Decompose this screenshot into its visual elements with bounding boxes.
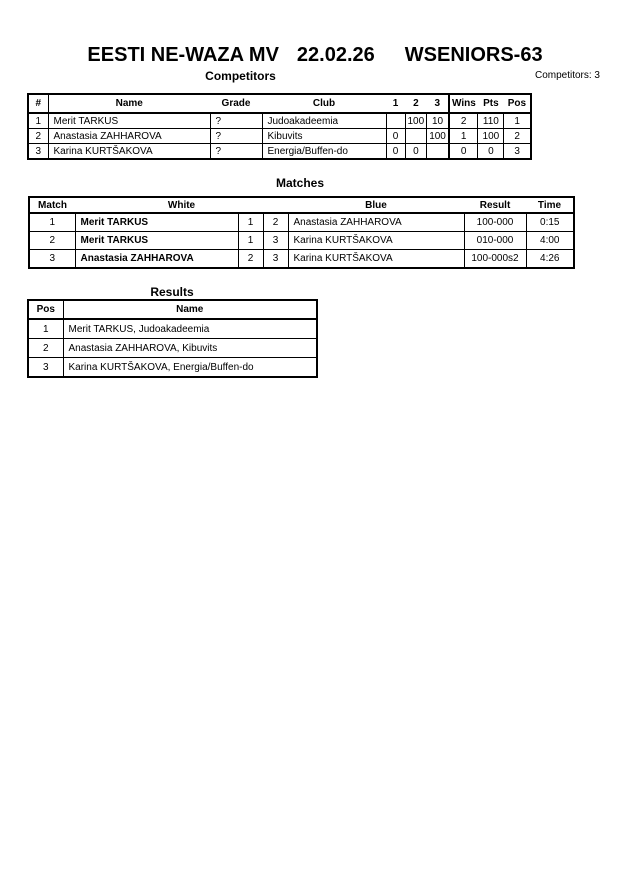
competitor-club: Energia/Buffen-do	[262, 144, 386, 160]
matches-header-row	[29, 197, 574, 213]
competitor-number: 3	[28, 144, 48, 160]
matches-table	[28, 196, 575, 269]
col-header-pts: Pts	[478, 94, 504, 113]
competitor-number: 2	[28, 129, 48, 144]
col-header-number: #	[28, 94, 48, 113]
white-name: Merit TARKUS	[75, 232, 238, 250]
col-header-blue: Blue	[288, 197, 464, 213]
score-vs-1: 0	[386, 144, 405, 160]
competitor-number: 1	[28, 113, 48, 129]
result-row	[28, 339, 317, 358]
result-pos: 1	[28, 319, 63, 339]
col-header-name: Name	[63, 300, 317, 319]
white-name: Merit TARKUS	[75, 213, 238, 232]
match-row	[29, 250, 574, 269]
col-header-pos: Pos	[504, 94, 531, 113]
match-time: 4:00	[526, 232, 574, 250]
results-header-row	[28, 300, 317, 319]
white-seed: 1	[238, 232, 263, 250]
blue-seed: 2	[263, 213, 288, 232]
match-number: 1	[29, 213, 75, 232]
competitor-name: Karina KURTŠAKOVA	[48, 144, 210, 160]
blue-seed: 3	[263, 232, 288, 250]
white-seed: 2	[238, 250, 263, 269]
result-pos: 3	[28, 358, 63, 378]
blue-name: Karina KURTŠAKOVA	[288, 250, 464, 269]
competitor-grade: ?	[210, 113, 262, 129]
competitors-count-label: Competitors: 3	[534, 70, 600, 81]
score-vs-3	[427, 144, 449, 160]
competitor-name: Merit TARKUS	[48, 113, 210, 129]
title-category: WSENIORS-63	[404, 44, 543, 66]
competitors-header-row	[28, 94, 531, 113]
competitor-row	[28, 129, 531, 144]
competitor-club: Kibuvits	[262, 129, 386, 144]
score-vs-2: 0	[405, 144, 427, 160]
result-pos: 2	[28, 339, 63, 358]
col-header-name: Name	[48, 94, 210, 113]
col-header-pos: Pos	[28, 300, 63, 319]
score-vs-2: 100	[405, 113, 427, 129]
competitor-wins: 2	[449, 113, 478, 129]
match-row	[29, 213, 574, 232]
blue-name: Karina KURTŠAKOVA	[288, 232, 464, 250]
competitor-grade: ?	[210, 144, 262, 160]
score-vs-3: 10	[427, 113, 449, 129]
score-vs-1	[386, 113, 405, 129]
match-result: 010-000	[464, 232, 526, 250]
competitor-pts: 100	[478, 129, 504, 144]
col-header-score1: 1	[386, 94, 405, 113]
col-header-result: Result	[464, 197, 526, 213]
result-row	[28, 319, 317, 339]
match-number: 3	[29, 250, 75, 269]
blue-seed: 3	[263, 250, 288, 269]
score-vs-1: 0	[386, 129, 405, 144]
matches-heading: Matches	[275, 176, 325, 190]
competitors-table	[27, 93, 532, 160]
competitor-row	[28, 144, 531, 160]
competitors-heading: Competitors	[205, 69, 276, 83]
title-date: 22.02.26	[296, 44, 375, 66]
col-header-wins: Wins	[449, 94, 478, 113]
competitor-pos: 2	[504, 129, 531, 144]
score-vs-3: 100	[427, 129, 449, 144]
result-row	[28, 358, 317, 378]
white-seed: 1	[238, 213, 263, 232]
results-table	[27, 299, 318, 378]
competitor-pos: 1	[504, 113, 531, 129]
col-header-club: Club	[262, 94, 386, 113]
competitor-club: Judoakadeemia	[262, 113, 386, 129]
match-time: 4:26	[526, 250, 574, 269]
competitor-row	[28, 113, 531, 129]
col-header-grade: Grade	[210, 94, 262, 113]
col-header-time: Time	[526, 197, 574, 213]
white-name: Anastasia ZAHHAROVA	[75, 250, 238, 269]
result-name: Anastasia ZAHHAROVA, Kibuvits	[63, 339, 317, 358]
results-heading: Results	[150, 285, 194, 299]
competitor-name: Anastasia ZAHHAROVA	[48, 129, 210, 144]
match-number: 2	[29, 232, 75, 250]
match-time: 0:15	[526, 213, 574, 232]
result-name: Merit TARKUS, Judoakadeemia	[63, 319, 317, 339]
match-row	[29, 232, 574, 250]
competitor-pos: 3	[504, 144, 531, 160]
title-event: EESTI NE-WAZA MV	[87, 44, 279, 66]
result-name: Karina KURTŠAKOVA, Energia/Buffen-do	[63, 358, 317, 378]
col-header-score2: 2	[405, 94, 427, 113]
col-header-white: White	[75, 197, 288, 213]
match-result: 100-000s2	[464, 250, 526, 269]
competitor-pts: 0	[478, 144, 504, 160]
competitor-pts: 110	[478, 113, 504, 129]
match-result: 100-000	[464, 213, 526, 232]
score-vs-2	[405, 129, 427, 144]
col-header-match: Match	[29, 197, 75, 213]
competitor-grade: ?	[210, 129, 262, 144]
blue-name: Anastasia ZAHHAROVA	[288, 213, 464, 232]
competitor-wins: 0	[449, 144, 478, 160]
competitor-wins: 1	[449, 129, 478, 144]
page-title	[0, 44, 630, 67]
col-header-score3: 3	[427, 94, 449, 113]
